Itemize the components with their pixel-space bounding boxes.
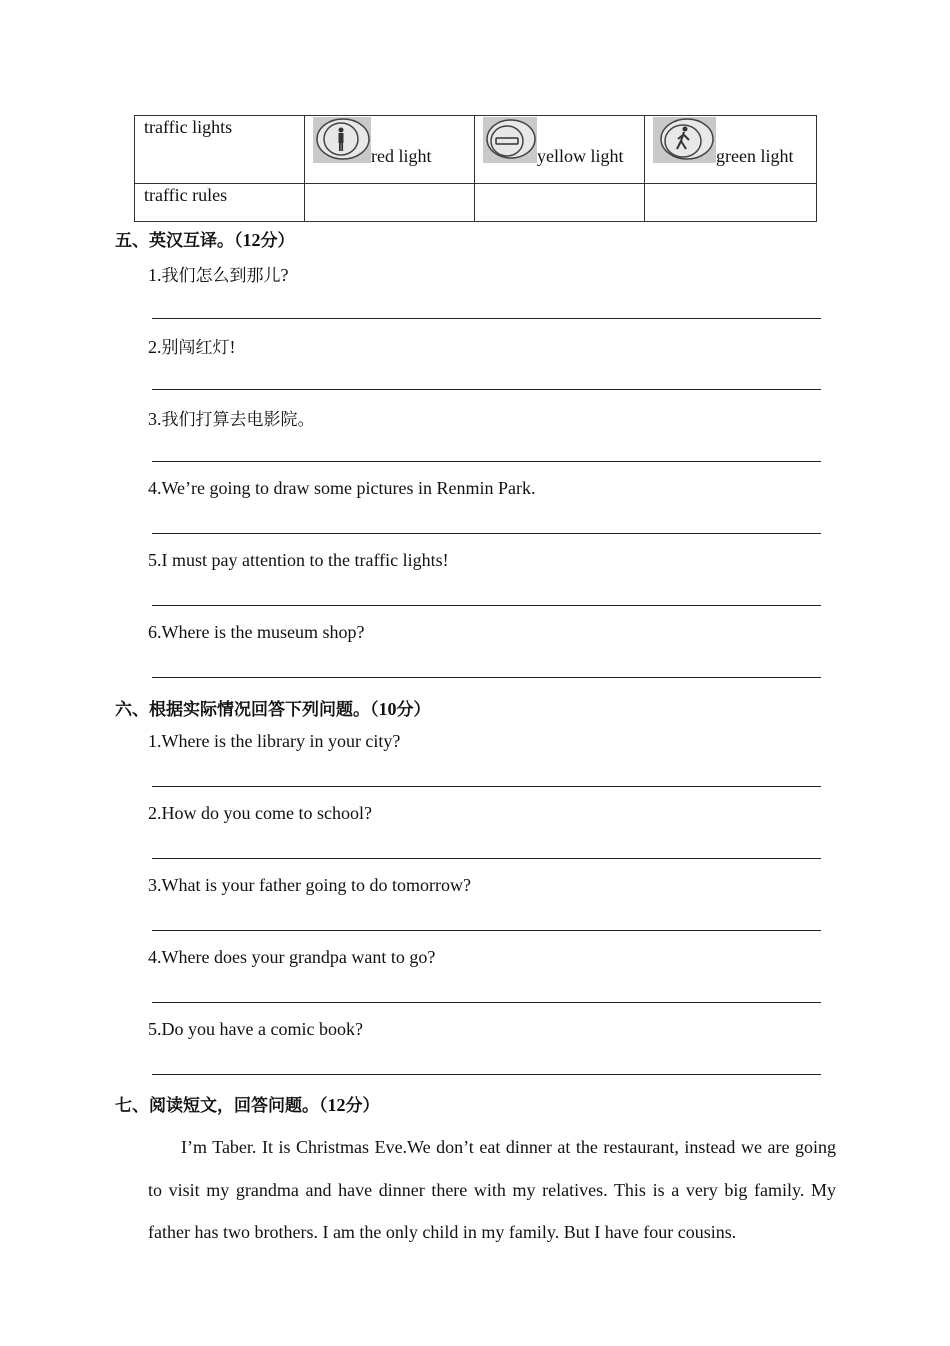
question-6-4: 4.Where does your grandpa want to go? xyxy=(148,947,436,967)
answer-line[interactable] xyxy=(152,389,821,390)
answer-line[interactable] xyxy=(152,533,821,534)
no-entry-icon xyxy=(483,117,537,163)
table-cell-row-label xyxy=(135,116,305,184)
question-5-1: 1.我们怎么到那儿? xyxy=(148,265,289,286)
answer-line[interactable] xyxy=(152,1002,821,1003)
answer-cell[interactable] xyxy=(645,184,817,222)
question-6-2: 2.How do you come to school? xyxy=(148,803,372,823)
traffic-rules-label: traffic rules xyxy=(144,185,228,205)
question-5-2: 2.别闯红灯! xyxy=(148,337,236,358)
section-6-heading: 六、根据实际情况回答下列问题。（10分） xyxy=(115,699,431,720)
traffic-table xyxy=(134,115,817,222)
answer-line[interactable] xyxy=(152,605,821,606)
question-5-3: 3.我们打算去电影院。 xyxy=(148,409,315,430)
question-5-5: 5.I must pay attention to the traffic lights! xyxy=(148,550,449,570)
table-cell-green xyxy=(645,116,817,184)
reading-passage: I’m Taber. It is Christmas Eve.We don’t eat dinner at the restaurant, instead we are going to visit my grandma and have dinner there with my relatives. This is a very big family. My father has two brothers. I am the only child in my family. But I have four cousins. xyxy=(148,1137,836,1242)
table-cell-red xyxy=(305,116,475,184)
answer-cell[interactable] xyxy=(305,184,475,222)
red-light-label: red light xyxy=(371,146,432,166)
question-5-6: 6.Where is the museum shop? xyxy=(148,622,365,642)
table-cell-row-label xyxy=(135,184,305,222)
traffic-lights-label: traffic lights xyxy=(144,117,233,137)
question-6-3: 3.What is your father going to do tomorrow? xyxy=(148,875,471,895)
question-6-1: 1.Where is the library in your city? xyxy=(148,731,401,751)
green-light-label: green light xyxy=(716,146,794,166)
answer-cell[interactable] xyxy=(475,184,645,222)
answer-line[interactable] xyxy=(152,677,821,678)
section-7-heading: 七、阅读短文，回答问题。（12分） xyxy=(115,1095,380,1116)
question-5-4: 4.We’re going to draw some pictures in Renmin Park. xyxy=(148,478,536,498)
pedestrian-standing-icon xyxy=(313,117,371,163)
answer-line[interactable] xyxy=(152,1074,821,1075)
question-6-5: 5.Do you have a comic book? xyxy=(148,1019,363,1039)
section-5-heading: 五、英汉互译。（12分） xyxy=(115,230,295,251)
table-cell-yellow xyxy=(475,116,645,184)
answer-line[interactable] xyxy=(152,786,821,787)
yellow-light-label: yellow light xyxy=(537,146,624,166)
answer-line[interactable] xyxy=(152,858,821,859)
answer-line[interactable] xyxy=(152,461,821,462)
answer-line[interactable] xyxy=(152,318,821,319)
answer-line[interactable] xyxy=(152,930,821,931)
pedestrian-walking-icon xyxy=(653,117,716,163)
